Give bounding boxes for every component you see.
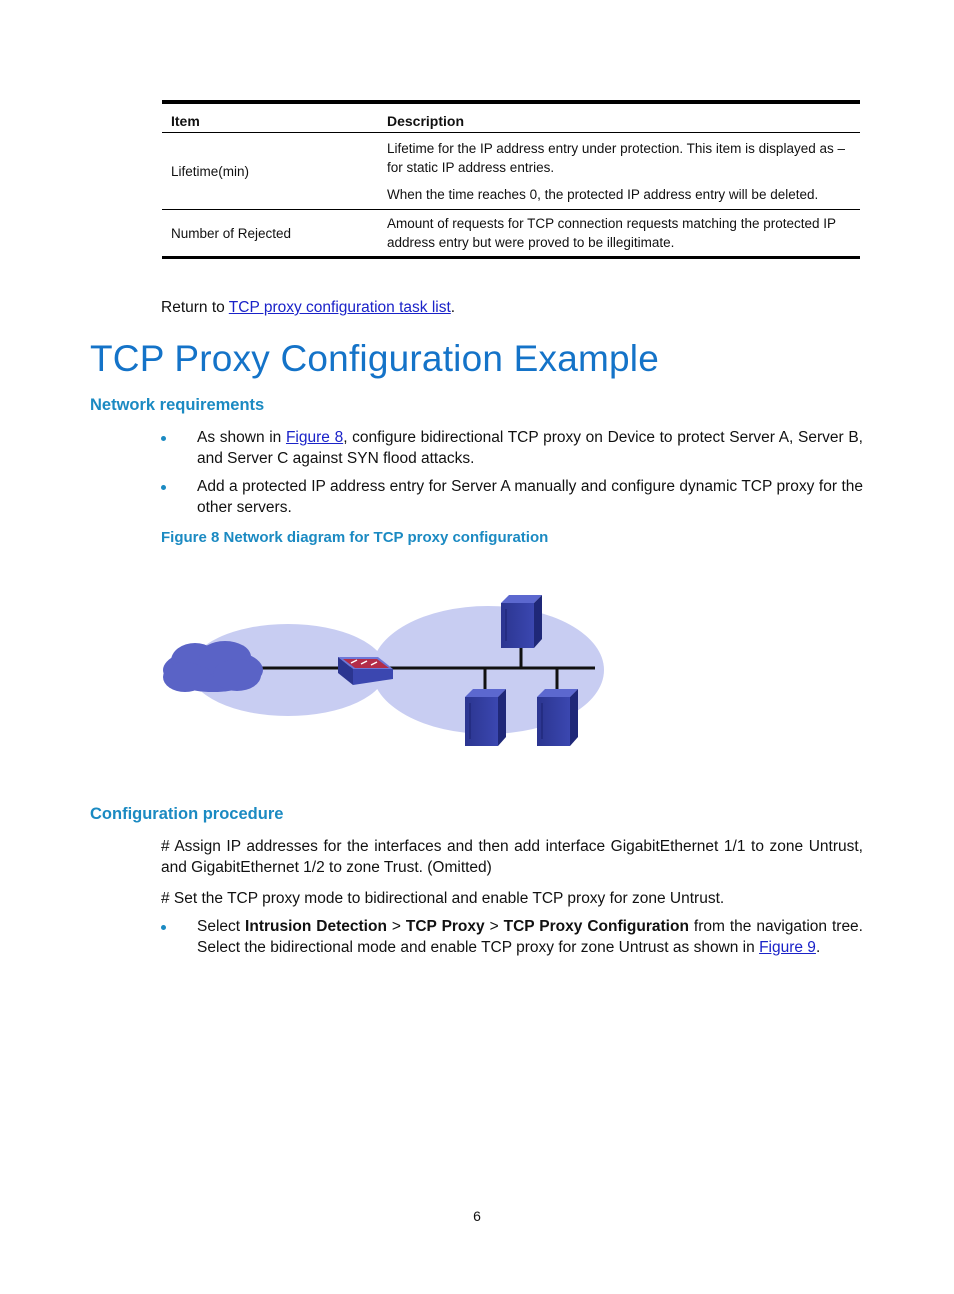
bullet-icon	[161, 436, 166, 441]
bullet-text: Add a protected IP address entry for Server A manually and configure dynamic TCP proxy for the other servers.	[197, 478, 863, 516]
return-line	[161, 297, 455, 318]
figure-8-link[interactable]: Figure 8	[285, 429, 344, 446]
figure-caption: Figure 8 Network diagram for TCP proxy configuration	[161, 529, 549, 546]
server-icon[interactable]	[465, 689, 506, 746]
separator: >	[386, 918, 406, 935]
bullet-text-pre: Select	[197, 918, 246, 935]
nav-tcp-proxy: TCP Proxy	[405, 918, 485, 935]
parameter-table	[162, 100, 860, 259]
description-text: Lifetime for the IP address entry under protection. This item is displayed as – for static IP address entries.	[387, 140, 845, 175]
network-requirements-heading: Network requirements	[90, 396, 265, 414]
list-item	[161, 427, 863, 469]
bullet-icon	[161, 485, 166, 490]
table-cell-item: Number of Rejected	[171, 225, 292, 241]
procedure-step-1: # Assign IP addresses for the interfaces and then add interface GigabitEthernet 1/1 to zone Untrust, and GigabitEthernet 1/2 to zone Trust. (Omitted)	[161, 838, 863, 876]
bullet-text-post: , configure bidirectional TCP proxy on Device to protect Server A, Server B, and Server C against SYN flood attacks.	[197, 429, 863, 467]
page-title: TCP Proxy Configuration Example	[90, 338, 659, 379]
description-text: When the time reaches 0, the protected IP address entry will be deleted.	[387, 186, 819, 202]
separator: >	[484, 918, 504, 935]
bullet-text-post: .	[815, 939, 821, 956]
return-suffix: .	[450, 299, 456, 316]
table-row	[162, 210, 860, 258]
table-row	[162, 133, 860, 210]
table-header-item: Item	[162, 102, 378, 133]
bullet-text-mid: from the navigation tree. Select the bidirectional mode and enable TCP proxy for zone Untrust as shown in	[197, 918, 863, 956]
configuration-procedure-heading: Configuration procedure	[90, 805, 284, 823]
network-diagram	[155, 585, 615, 755]
page-number: 6	[473, 1208, 481, 1224]
nav-tcp-proxy-configuration: TCP Proxy Configuration	[503, 918, 689, 935]
table-cell-description	[378, 133, 860, 210]
procedure-list	[161, 916, 863, 958]
description-text: Amount of requests for TCP connection requests matching the protected IP address entry but were proved to be illegitimate.	[387, 216, 836, 250]
procedure-step-2: # Set the TCP proxy mode to bidirectional and enable TCP proxy for zone Untrust.	[161, 890, 725, 907]
bullet-icon	[161, 925, 166, 930]
list-item	[161, 916, 863, 958]
list-item	[161, 476, 863, 518]
server-icon[interactable]	[501, 595, 542, 648]
table-cell-description	[378, 210, 860, 258]
table-cell-item: Lifetime(min)	[162, 133, 378, 210]
bullet-text-pre: As shown in	[197, 429, 286, 446]
requirements-list	[161, 427, 863, 518]
task-list-link[interactable]: TCP proxy configuration task list	[228, 299, 451, 316]
return-prefix: Return to	[161, 299, 229, 316]
table-header-description: Description	[378, 102, 860, 133]
nav-intrusion-detection: Intrusion Detection	[245, 918, 387, 935]
server-icon[interactable]	[537, 689, 578, 746]
figure-9-link[interactable]: Figure 9	[759, 939, 816, 956]
